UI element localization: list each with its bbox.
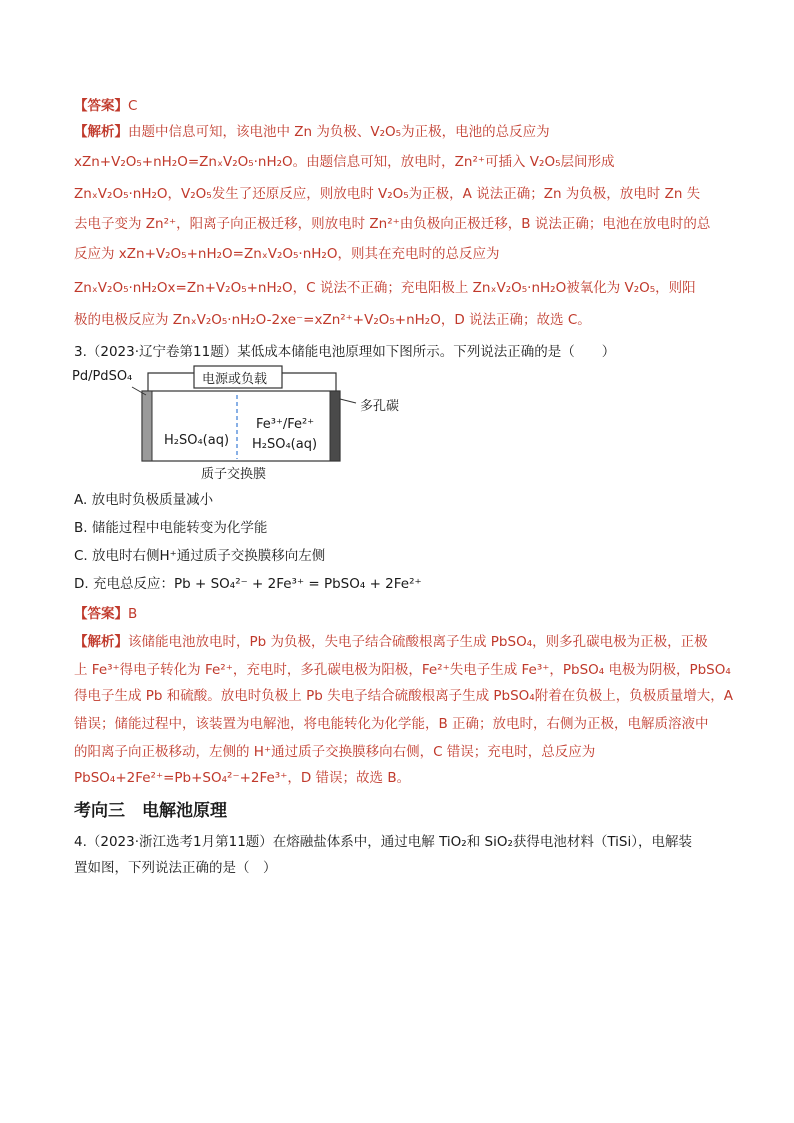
- q3-answer-value: B: [128, 606, 138, 622]
- option-b: B. 储能过程中电能转变为化学能: [74, 520, 268, 536]
- right-solution-label: H₂SO₄(aq): [252, 437, 318, 452]
- q3-answer-line: [74, 604, 137, 624]
- analysis-line-3: ZnₓV₂O₅·nH₂O，V₂O₅发生了还原反应，则放电时 V₂O₅为正极，A 说法正确；Zn 为负极，放电时 Zn 失: [74, 186, 701, 202]
- answer-value: C: [128, 98, 138, 114]
- analysis-line-2: xZn+V₂O₅+nH₂O=ZnₓV₂O₅·nH₂O。由题信息可知，放电时，Zn²⁺可插入 V₂O₅层间形成: [74, 154, 615, 170]
- question-4-line-2: 置如图，下列说法正确的是（ ）: [74, 860, 277, 876]
- analysis-line-4: 去电子变为 Zn²⁺，阳离子向正极迁移，则放电时 Zn²⁺由负极向正极迁移，B 说法正确；电池在放电时的总: [74, 216, 711, 232]
- q3-analysis-line-1: [74, 632, 708, 652]
- membrane-label: 质子交换膜: [201, 467, 267, 482]
- option-d: D. 充电总反应：Pb + SO₄²⁻ + 2Fe³⁺ = PbSO₄ + 2Fe²⁺: [74, 576, 422, 592]
- power-label: 电源或负载: [202, 372, 268, 387]
- analysis-tag: 【解析】: [74, 124, 128, 140]
- analysis-line-1: [74, 122, 550, 142]
- right-electrode-label: 多孔碳: [360, 399, 400, 414]
- analysis-line-7: 极的电极反应为 ZnₓV₂O₅·nH₂O-2xe⁻=xZn²⁺+V₂O₅+nH₂O，D 说法正确；故选 C。: [74, 312, 591, 328]
- analysis-line-6: ZnₓV₂O₅·nH₂Ox=Zn+V₂O₅+nH₂O，C 说法不正确；充电阳极上 ZnₓV₂O₅·nH₂O被氧化为 V₂O₅，则阳: [74, 280, 696, 296]
- q3-analysis-line-5: 的阳离子向正极移动，左侧的 H⁺通过质子交换膜移向右侧，C 错误；充电时，总反应为: [74, 744, 596, 760]
- q3-analysis-tag: 【解析】: [74, 634, 128, 650]
- right-leader: [340, 399, 356, 403]
- section-heading: 考向三 电解池原理: [74, 801, 227, 821]
- analysis-line-5: 反应为 xZn+V₂O₅+nH₂O=ZnₓV₂O₅·nH₂O，则其在充电时的总反应为: [74, 246, 500, 262]
- q3-answer-tag: 【答案】: [74, 606, 128, 622]
- left-electrode: [142, 391, 152, 461]
- left-electrode-label: Pd/PdSO₄: [72, 369, 133, 384]
- q3-analysis-line-6: PbSO₄+2Fe²⁺=Pb+SO₄²⁻+2Fe³⁺，D 错误；故选 B。: [74, 770, 411, 786]
- answer-line: [74, 96, 137, 116]
- question-3-stem: 3.（2023·辽宁卷第11题）某低成本储能电池原理如下图所示。下列说法正确的是（ ）: [74, 344, 616, 360]
- option-a: A. 放电时负极质量减小: [74, 492, 214, 508]
- right-electrode: [330, 391, 340, 461]
- q3-analysis-line-4: 错误；储能过程中，该装置为电解池，将电能转化为化学能，B 正确；放电时，右侧为正极，电解质溶液中: [74, 716, 709, 732]
- q3-analysis-line-2: 上 Fe³⁺得电子转化为 Fe²⁺，充电时，多孔碳电极为阳极，Fe²⁺失电子生成 Fe³⁺，PbSO₄ 电极为阴极，PbSO₄: [74, 662, 731, 678]
- q3-analysis-text: 该储能电池放电时，Pb 为负极，失电子结合硫酸根离子生成 PbSO₄，则多孔碳电极为正极，正极: [128, 634, 708, 650]
- right-ions-label: Fe³⁺/Fe²⁺: [256, 417, 315, 432]
- option-c: C. 放电时右侧H⁺通过质子交换膜移向左侧: [74, 548, 326, 564]
- answer-tag: 【答案】: [74, 98, 128, 114]
- left-solution-label: H₂SO₄(aq): [164, 433, 230, 448]
- question-4-line-1: 4.（2023·浙江选考1月第11题）在熔融盐体系中，通过电解 TiO₂和 SiO₂获得电池材料（TiSi），电解装: [74, 834, 693, 850]
- q3-analysis-line-3: 得电子生成 Pb 和硫酸。放电时负极上 Pb 失电子结合硫酸根离子生成 PbSO₄附着在负极上，负极质量增大，A: [74, 688, 733, 704]
- battery-diagram: [74, 365, 404, 485]
- analysis-text: 由题中信息可知，该电池中 Zn 为负极、V₂O₅为正极，电池的总反应为: [128, 124, 550, 140]
